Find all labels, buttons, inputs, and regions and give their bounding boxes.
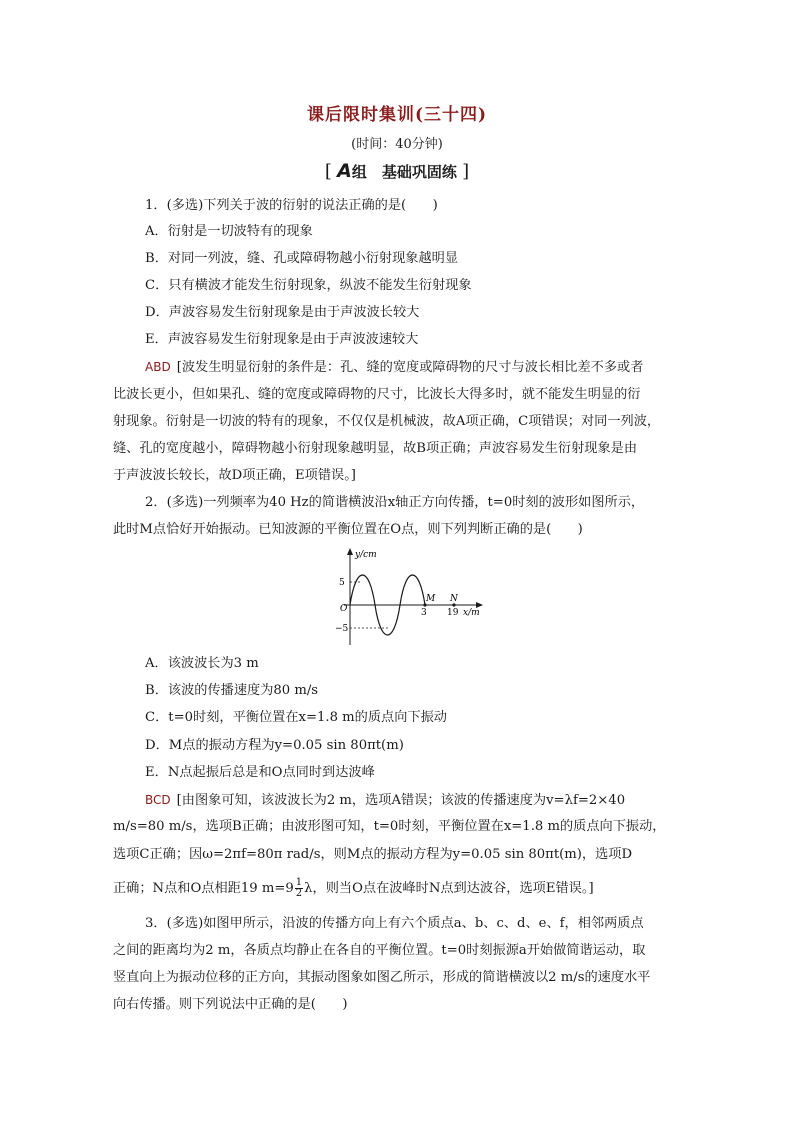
group-bracket-left: [ xyxy=(324,161,332,182)
group-label: 组 基础巩固练 xyxy=(351,163,457,181)
q2-option-c: C．t=0时刻，平衡位置在x=1.8 m的质点向下振动 xyxy=(145,710,447,725)
q1-explanation-line-1: ABD [波发生明显衍射的条件是：孔、缝的宽度或障碍物的尺寸与波长相比差不多或者 xyxy=(145,360,644,375)
fraction-one-half: $\frac{1}{2}$ xyxy=(295,877,303,899)
q1-explanation-line-4: 缝、孔的宽度越小，障碍物越小衍射现象越明显，故B项正确；声波容易发生衍射现象是由 xyxy=(113,441,637,456)
group-bracket-right: ] xyxy=(462,161,470,182)
q1-answer-key: ABD xyxy=(145,360,171,374)
point-n-x: 19 xyxy=(447,608,459,618)
y-tick-top: 5 xyxy=(339,578,345,588)
q1-option-e: E．声波容易发生衍射现象是由于声波波速较大 xyxy=(145,332,419,347)
q2-explanation-line-1: BCD [由图象可知，该波波长为2 m，选项A错误；该波的传播速度为v=λf=2×40 xyxy=(145,793,626,808)
wave-figure xyxy=(330,545,490,645)
q2-option-a: A．该波波长为3 m xyxy=(145,656,259,671)
q3-stem-line-3: 竖直向上为振动位移的正方向，其振动图象如图乙所示，形成的简谐横波以2 m/s的速度水平 xyxy=(113,970,651,985)
point-n-label: N xyxy=(450,594,458,604)
q2-answer-key: BCD xyxy=(145,793,171,807)
group-heading xyxy=(0,160,794,182)
page-title: 课后限时集训(三十四) xyxy=(306,105,488,125)
q3-stem-line-4: 向右传播。则下列说法中正确的是( ) xyxy=(113,997,348,1012)
q1-option-c: C．只有横波才能发生衍射现象，纵波不能发生衍射现象 xyxy=(145,278,472,293)
point-m-label: M xyxy=(426,594,436,604)
q1-option-d: D．声波容易发生衍射现象是由于声波波长较大 xyxy=(145,305,420,320)
q2-stem-line-1: 2．(多选)一列频率为40 Hz的简谐横波沿x轴正方向传播，t=0时刻的波形如图所示， xyxy=(145,495,645,510)
q2-explanation-line-3: 选项C正确；因ω=2πf=80π rad/s，则M点的振动方程为y=0.05 sin 80πt(m)，选项D xyxy=(113,847,633,862)
q2-explanation-line-4: 正确；N点和O点相距19 m=9 $\frac{1}{2}$ λ，则当O点在波峰时N点到达波谷，选项E错误。] xyxy=(113,877,594,899)
q2-option-d: D．M点的振动方程为y=0.05 sin 80πt(m) xyxy=(145,738,404,753)
q1-explanation-line-3: 射现象。衍射是一切波的特有的现象，不仅仅是机械波，故A项正确，C项错误；对同一列波， xyxy=(113,414,661,429)
q2-stem-line-2: 此时M点恰好开始振动。已知波源的平衡位置在O点，则下列判断正确的是( ) xyxy=(113,522,583,537)
y-axis-label: y/cm xyxy=(355,550,377,560)
x-axis-label: x/m xyxy=(463,608,480,618)
q3-stem-line-2: 之间的距离均为2 m，各质点均静止在各自的平衡位置。t=0时刻振源a开始做简谐运动，取 xyxy=(113,943,646,958)
point-m-x: 3 xyxy=(421,608,427,618)
q1-stem: 1．(多选)下列关于波的衍射的说法正确的是( ) xyxy=(145,198,438,213)
group-letter: A xyxy=(337,160,352,182)
q2-option-b: B．该波的传播速度为80 m/s xyxy=(145,683,319,698)
origin-label: O xyxy=(340,604,348,614)
q1-explanation-line-2: 比波长更小，但如果孔、缝的宽度或障碍物的尺寸，比波长大得多时，就不能发生明显的衍 xyxy=(113,387,641,402)
q1-explanation-line-5: 于声波波长较长，故D项正确，E项错误。] xyxy=(113,468,356,483)
q1-option-a: A．衍射是一切波特有的现象 xyxy=(145,224,313,239)
time-limit: (时间：40分钟) xyxy=(351,137,443,152)
q2-option-e: E．N点起振后总是和O点同时到达波峰 xyxy=(145,765,375,780)
q3-stem-line-1: 3．(多选)如图甲所示，沿波的传播方向上有六个质点a、b、c、d、e、f，相邻两质点 xyxy=(145,916,644,931)
q1-option-b: B．对同一列波，缝、孔或障碍物越小衍射现象越明显 xyxy=(145,251,459,266)
y-tick-bottom: −5 xyxy=(335,624,349,634)
q2-explanation-line-2: m/s=80 m/s，选项B正确；由波形图可知，t=0时刻，平衡位置在x=1.8 m的质点向下振动， xyxy=(113,819,666,834)
